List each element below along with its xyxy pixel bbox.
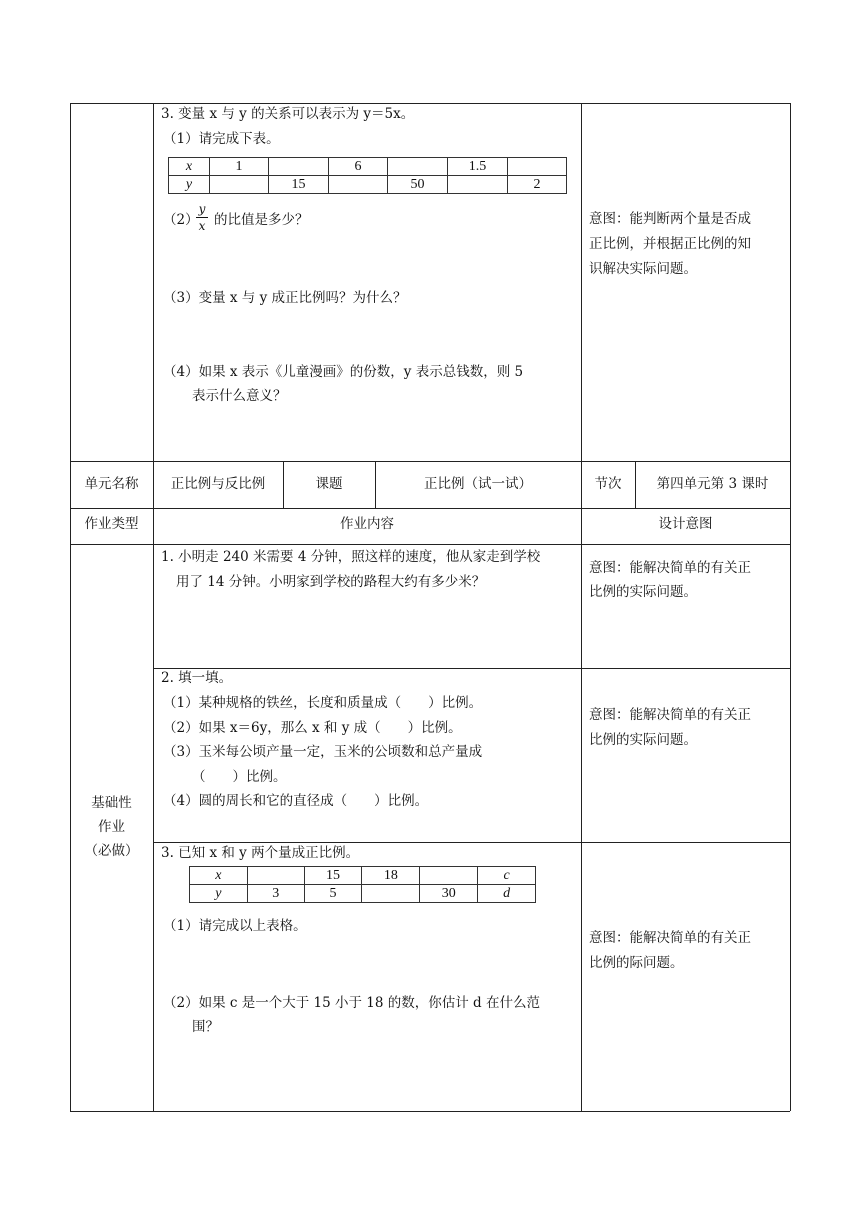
table-cell: 30 [420, 885, 478, 903]
q2-item1: （1）某种规格的铁丝，长度和质量成（ ）比例。 [163, 695, 483, 711]
table-cell: x [169, 158, 210, 176]
category-line2: 作业 [98, 819, 125, 835]
table-cell: 1.5 [448, 158, 508, 176]
q3a-part1: （1）请完成下表。 [163, 131, 280, 147]
table-cell: c [478, 867, 536, 885]
q3a-part4-line1: （4）如果 x 表示《儿童漫画》的份数，y 表示总钱数，则 5 [163, 364, 524, 380]
q3b-part2-line2: 围？ [192, 1019, 219, 1035]
unit-name-label: 单元名称 [84, 476, 139, 492]
unit-name-value: 正比例与反比例 [170, 476, 266, 492]
category-line1: 基础性 [91, 795, 132, 811]
table-cell: 6 [329, 158, 388, 176]
table-cell [448, 176, 508, 194]
q3b-part2-line1: （2）如果 c 是一个大于 15 小于 18 的数，你估计 d 在什么范 [163, 995, 540, 1011]
q3a-value-table [168, 157, 567, 194]
table-cell: 18 [362, 867, 420, 885]
y-over-x-fraction [196, 203, 208, 232]
q2-item3-line2: （ ）比例。 [192, 769, 287, 785]
q1-intent-line2: 比例的实际问题。 [589, 584, 697, 600]
q3a-part3: （3）变量 x 与 y 成正比例吗？为什么？ [163, 290, 407, 306]
q3a-part2-prefix: （2） [163, 212, 199, 228]
table-cell: 15 [304, 867, 362, 885]
table-cell [388, 158, 448, 176]
q3b-intent-line2: 比例的际问题。 [589, 955, 684, 971]
column-header-content: 作业内容 [340, 516, 394, 532]
q2-item4: （4）圆的周长和它的直径成（ ）比例。 [163, 793, 429, 809]
table-cell: 2 [508, 176, 567, 194]
section-label: 节次 [594, 476, 622, 492]
topic-label: 课题 [315, 476, 343, 492]
q2-item2: （2）如果 x＝6y，那么 x 和 y 成（ ）比例。 [163, 720, 462, 736]
section-value: 第四单元第 3 课时 [656, 476, 769, 492]
table-cell: 5 [304, 885, 362, 903]
table-cell: 3 [247, 885, 304, 903]
q3a-part2-suffix: 的比值是多少？ [214, 212, 309, 228]
q2-title: 2. 填一填。 [161, 670, 233, 686]
q3a-title: 3. 变量 x 与 y 的关系可以表示为 y＝5x。 [161, 106, 415, 122]
table-cell [420, 867, 478, 885]
q2-item3-line1: （3）玉米每公顷产量一定，玉米的公顷数和总产量成 [163, 744, 483, 760]
q2-intent-line1: 意图：能解决简单的有关正 [589, 707, 751, 723]
table-cell: x [190, 867, 248, 885]
q3b-intent-line1: 意图：能解决简单的有关正 [589, 930, 751, 946]
q1-intent-line1: 意图：能解决简单的有关正 [589, 560, 751, 576]
q3b-part1: （1）请完成以上表格。 [163, 918, 307, 934]
q2-intent-line2: 比例的实际问题。 [589, 732, 697, 748]
table-cell: y [169, 176, 210, 194]
table-cell [329, 176, 388, 194]
q3b-value-table [189, 866, 536, 903]
q3b-title: 3. 已知 x 和 y 两个量成正比例。 [161, 845, 360, 861]
table-cell: d [478, 885, 536, 903]
q3a-intent-line2: 正比例，并根据正比例的知 [589, 236, 751, 252]
q3a-intent-line3: 识解决实际问题。 [589, 261, 697, 277]
topic-value: 正比例（试一试） [424, 476, 532, 492]
table-cell: 15 [269, 176, 329, 194]
q3a-part4-line2: 表示什么意义？ [192, 388, 287, 404]
table-cell [269, 158, 329, 176]
fraction-denominator: x [198, 219, 206, 233]
q1-line2: 用了 14 分钟。小明家到学校的路程大约有多少米？ [176, 574, 486, 590]
category-line3: （必做） [84, 843, 139, 859]
table-cell [247, 867, 304, 885]
table-cell: 50 [388, 176, 448, 194]
q3a-intent-line1: 意图：能判断两个量是否成 [589, 211, 751, 227]
table-cell [508, 158, 567, 176]
table-cell: 1 [210, 158, 269, 176]
column-header-type: 作业类型 [84, 516, 139, 532]
fraction-numerator: y [198, 202, 206, 216]
table-cell [210, 176, 269, 194]
table-cell: y [190, 885, 248, 903]
table-cell [362, 885, 420, 903]
q1-line1: 1. 小明走 240 米需要 4 分钟，照这样的速度，他从家走到学校 [161, 549, 541, 565]
column-header-intent: 设计意图 [658, 516, 713, 532]
